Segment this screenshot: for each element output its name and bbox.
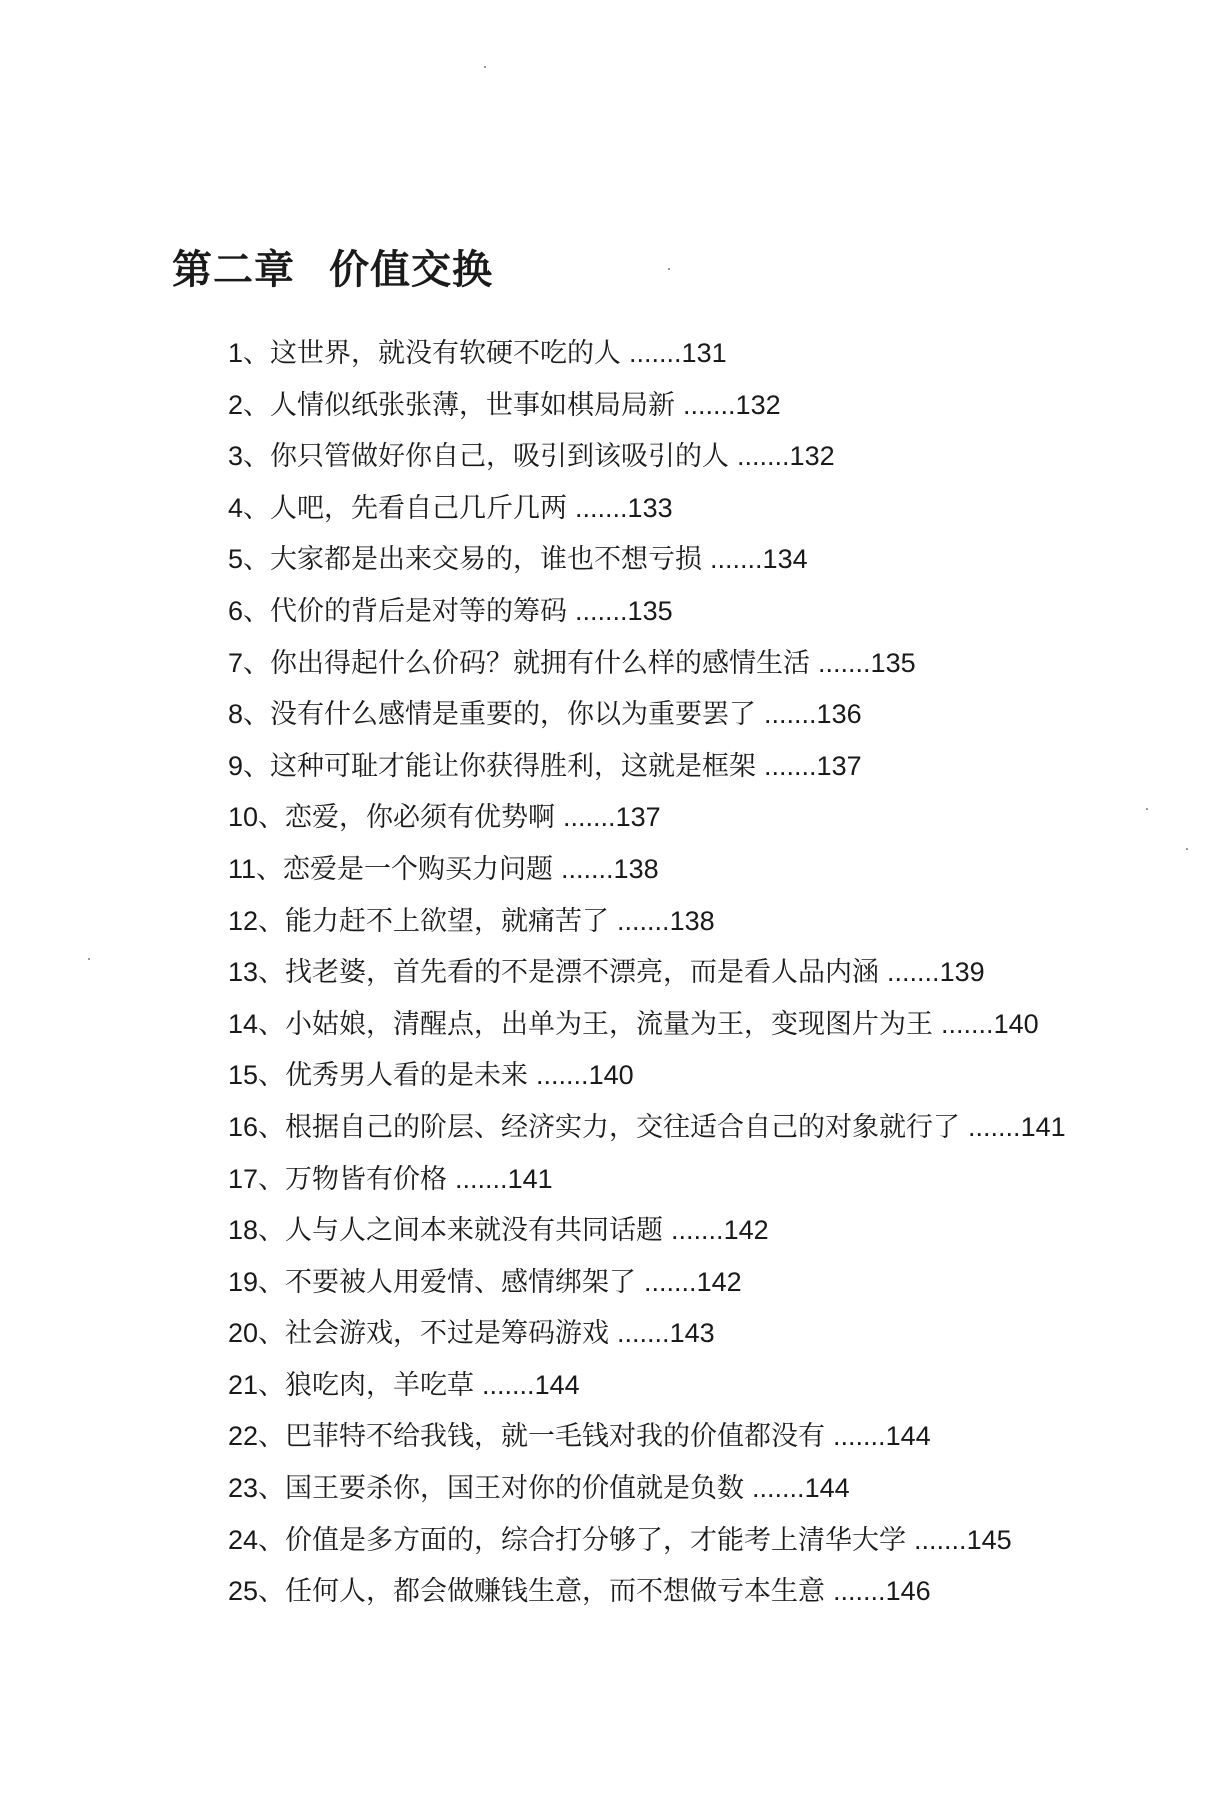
toc-entry [228,586,1128,638]
toc-entry-number: 24、 [228,1524,286,1555]
toc-entry-leader: ....... [644,1266,697,1297]
toc-entry [228,999,1128,1051]
toc-entry-number: 3、 [228,441,271,472]
toc-entry-leader: ....... [914,1524,967,1555]
toc-entry-number: 15、 [228,1060,286,1091]
toc-entry-title: 优秀男人看的是未来 [285,1060,529,1092]
toc-entry [228,1257,1128,1309]
toc-entry [228,689,1128,741]
toc-entry [228,534,1128,586]
toc-entry-page: 138 [613,853,659,884]
toc-entry-title: 人与人之间本来就没有共同话题 [285,1215,664,1247]
toc-entry-page: 135 [627,595,673,626]
toc-entry [228,947,1128,999]
toc-entry-number: 17、 [228,1163,286,1194]
toc-entry-page: 141 [507,1163,553,1194]
toc-entry-title: 小姑娘，清醒点，出单为王，流量为王，变现图片为王 [285,1008,934,1040]
toc-entry-page: 144 [885,1421,931,1452]
toc-entry-number: 16、 [228,1111,286,1142]
toc-entry-number: 14、 [228,1008,286,1039]
toc-entry-title: 这种可耻才能让你获得胜利，这就是框架 [270,750,757,782]
toc-entry-leader: ....... [482,1369,535,1400]
toc-entry-leader: ....... [833,1576,886,1607]
toc-entry-leader: ....... [575,492,628,523]
toc-entry-leader: ....... [818,647,871,678]
toc-entry-number: 23、 [228,1473,286,1504]
toc-entry-title: 国王要杀你，国王对你的价值就是负数 [285,1473,745,1505]
toc-entry-page: 145 [966,1524,1012,1555]
toc-entry-title: 社会游戏，不过是筹码游戏 [285,1318,610,1350]
toc-entry-title: 巴菲特不给我钱，就一毛钱对我的价值都没有 [285,1421,826,1453]
scan-speck [668,268,670,270]
toc-entry-leader: ....... [683,389,736,420]
toc-entry [228,483,1128,535]
toc-entry-leader: ....... [941,1008,994,1039]
toc-entry-leader: ....... [833,1421,886,1452]
toc-entry-title: 不要被人用爱情、感情绑架了 [285,1266,637,1298]
table-of-contents [228,328,1128,1618]
toc-entry-page: 136 [816,699,862,730]
toc-entry-number: 22、 [228,1421,286,1452]
toc-entry [228,638,1128,690]
toc-entry-leader: ....... [764,699,817,730]
toc-entry-page: 140 [588,1060,634,1091]
toc-entry-number: 1、 [228,338,271,368]
scan-speck [88,958,90,960]
toc-entry-number: 10、 [228,802,286,833]
toc-entry-page: 139 [939,957,985,988]
toc-entry [228,1411,1128,1463]
toc-entry-page: 133 [627,492,673,523]
toc-entry-leader: ....... [563,802,616,833]
toc-entry-title: 狼吃肉，羊吃草 [285,1369,475,1401]
chapter-title [172,238,493,295]
toc-entry-page: 141 [1020,1111,1066,1142]
toc-entry-number: 13、 [228,957,286,988]
toc-entry-number: 9、 [228,750,271,781]
toc-entry-page: 132 [735,389,781,420]
toc-entry-title: 代价的背后是对等的筹码 [270,595,568,627]
toc-entry-title: 根据自己的阶层、经济实力，交往适合自己的对象就行了 [285,1111,961,1143]
toc-entry-title: 人吧，先看自己几斤几两 [270,492,568,524]
toc-entry [228,1154,1128,1206]
toc-entry [228,380,1128,432]
toc-entry-number: 25、 [228,1576,286,1607]
toc-entry-leader: ....... [710,544,763,575]
toc-entry [228,1102,1128,1154]
toc-entry-title: 能力赶不上欲望，就痛苦了 [285,905,610,937]
toc-entry [228,1050,1128,1102]
toc-entry-page: 140 [993,1008,1039,1039]
toc-entry-leader: ....... [629,338,682,368]
toc-entry-page: 137 [615,802,661,833]
toc-entry-page: 138 [669,905,715,936]
toc-entry-leader: ....... [455,1163,508,1194]
toc-entry-title: 找老婆，首先看的不是漂不漂亮，而是看人品内涵 [285,957,880,989]
toc-entry-page: 143 [669,1318,715,1349]
toc-entry-leader: ....... [752,1473,805,1504]
toc-entry-title: 人情似纸张张薄，世事如棋局局新 [270,389,676,421]
toc-entry [228,1360,1128,1412]
toc-entry-leader: ....... [737,441,790,472]
scan-speck [484,66,486,68]
toc-entry [228,792,1128,844]
toc-entry [228,1463,1128,1515]
toc-entry-title: 这世界，就没有软硬不吃的人 [270,338,622,369]
toc-entry-page: 131 [681,338,727,368]
toc-entry-number: 5、 [228,544,271,575]
toc-entry [228,741,1128,793]
toc-entry-number: 2、 [228,389,271,420]
toc-entry-page: 146 [885,1576,931,1607]
toc-entry-number: 12、 [228,905,286,936]
toc-entry-page: 135 [870,647,916,678]
toc-entry [228,1515,1128,1567]
toc-entry-number: 11、 [228,853,284,884]
toc-entry-number: 6、 [228,595,271,626]
toc-entry-title: 没有什么感情是重要的，你以为重要罢了 [270,699,757,731]
toc-entry [228,896,1128,948]
toc-entry-number: 8、 [228,699,271,730]
toc-entry [228,1205,1128,1257]
toc-entry-number: 4、 [228,492,271,523]
toc-entry-title: 万物皆有价格 [285,1163,448,1195]
toc-entry-leader: ....... [536,1060,589,1091]
toc-entry-number: 7、 [228,647,271,678]
toc-entry-leader: ....... [887,957,940,988]
toc-entry-page: 144 [804,1473,850,1504]
toc-entry-leader: ....... [671,1215,724,1246]
toc-entry [228,844,1128,896]
toc-entry-title: 大家都是出来交易的，谁也不想亏损 [270,544,703,576]
toc-entry-page: 144 [534,1369,580,1400]
toc-entry-title: 恋爱，你必须有优势啊 [285,802,556,834]
toc-entry-page: 132 [789,441,835,472]
toc-entry-number: 20、 [228,1318,286,1349]
toc-entry-title: 价值是多方面的，综合打分够了，才能考上清华大学 [285,1524,907,1556]
toc-entry-number: 21、 [228,1369,286,1400]
toc-entry-title: 你只管做好你自己，吸引到该吸引的人 [270,441,730,473]
toc-entry-title: 恋爱是一个购买力问题 [283,853,554,885]
toc-entry-leader: ....... [617,905,670,936]
toc-entry-page: 137 [816,750,862,781]
chapter-label: 第二章 [172,246,295,293]
toc-entry-leader: ....... [561,853,614,884]
toc-entry-leader: ....... [617,1318,670,1349]
toc-entry-page: 134 [762,544,808,575]
toc-entry-number: 19、 [228,1266,286,1297]
toc-entry-leader: ....... [575,595,628,626]
toc-entry-title: 你出得起什么价码？就拥有什么样的感情生活 [270,647,811,679]
chapter-name: 价值交换 [329,246,493,293]
toc-entry-leader: ....... [764,750,817,781]
scan-speck [1146,808,1148,810]
toc-entry-leader: ....... [968,1111,1021,1142]
toc-entry-title: 任何人，都会做赚钱生意，而不想做亏本生意 [285,1576,826,1608]
toc-entry [228,1566,1128,1618]
toc-entry [228,328,1128,380]
toc-entry-number: 18、 [228,1215,286,1246]
toc-entry [228,1308,1128,1360]
toc-entry [228,431,1128,483]
toc-entry-page: 142 [723,1215,769,1246]
scan-speck [1186,848,1188,850]
toc-entry-page: 142 [696,1266,742,1297]
